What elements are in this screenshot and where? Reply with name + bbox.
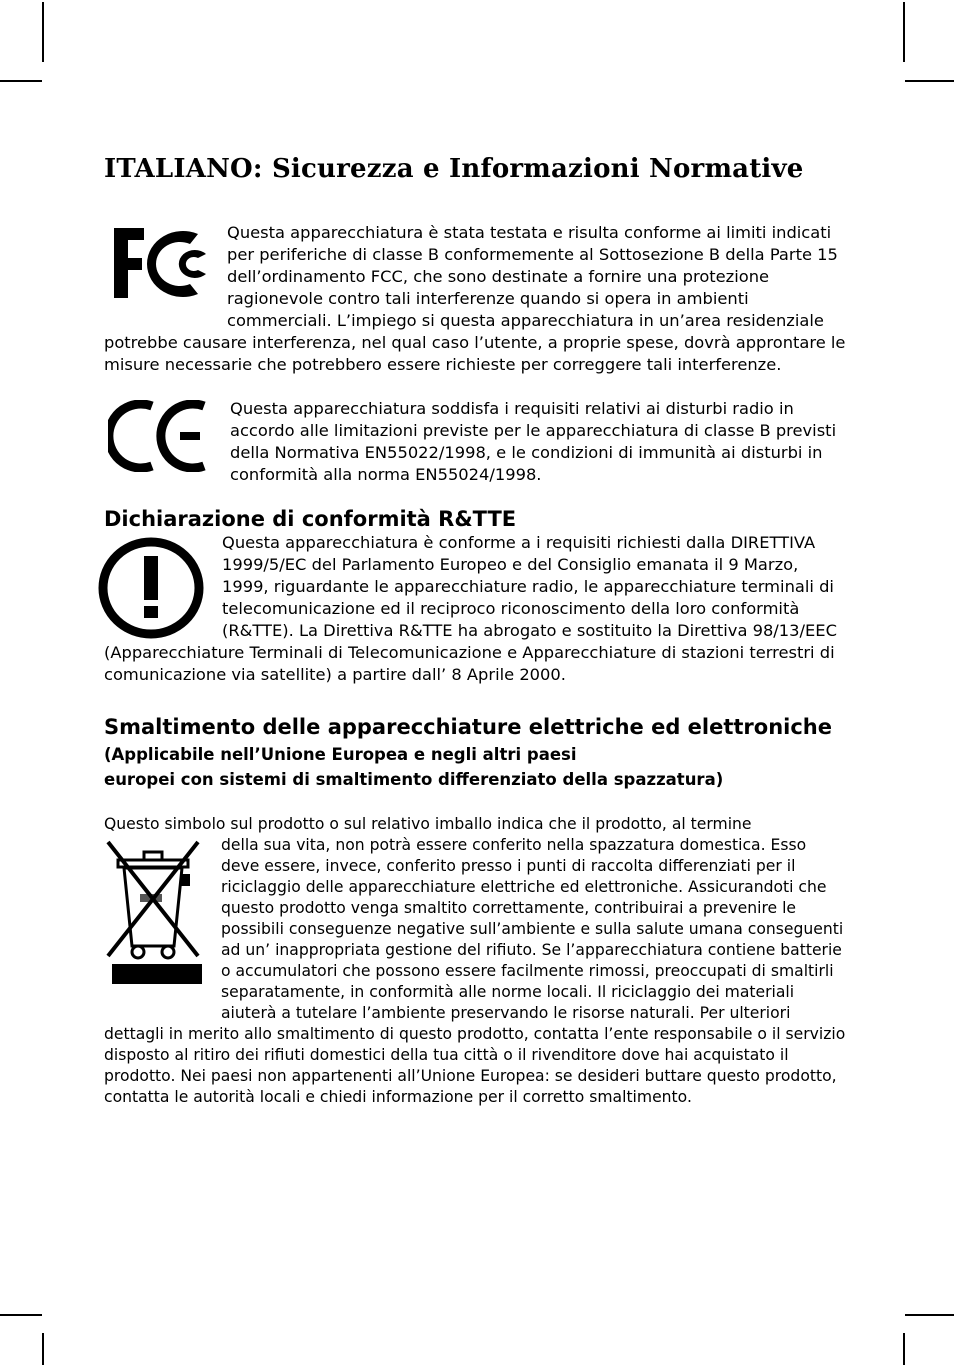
fcc-logo-icon — [104, 220, 227, 316]
rtte-section — [104, 506, 849, 686]
rtte-statement: Questa apparecchiatura è conforme a i requisiti richiesti dalla DIRETTIVA 1999/5/EC del Parlamento Europeo e del Consiglio emanata il 9 Marzo, 1999, riguardante le apparecchiature radio, le apparecchiature terminali di telecomunicazione ed il reciproco riconoscimento della loro conformità (R&TTE). La Direttiva R&TTE ha abrogato e sostituito la Direttiva 98/13/EEC (Apparecchiature Terminali di Telecomunicazione e Apparecchiature di stazioni terrestri di comunicazione via satellite) a partire dall’ 8 Aprile 2000. — [104, 533, 837, 684]
crop-mark — [903, 1333, 905, 1365]
ce-mark-icon — [104, 398, 230, 486]
crossed-bin-icon — [104, 835, 221, 1005]
ce-section — [104, 398, 849, 486]
crop-mark — [905, 1314, 954, 1316]
weee-heading-main: Smaltimento delle apparecchiature elettriche ed elettroniche — [104, 715, 832, 739]
rtte-heading: Dichiarazione di conformità R&TTE — [104, 507, 517, 531]
document-page — [104, 150, 849, 1108]
crop-mark — [42, 2, 44, 62]
weee-heading-note-b: europei con sistemi di smaltimento differenziato della spazzatura) — [104, 770, 724, 789]
crop-mark — [42, 1333, 44, 1365]
weee-statement: della sua vita, non potrà essere conferito nella spazzatura domestica. Esso deve essere, invece, conferito presso i punti di raccolta differenziati per il riciclaggio delle apparecchiature elettriche ed elettroniche. Assicurandoti che questo prodotto venga smaltito correttamente, contribuirai a prevenire le possibili conseguenze negative sull’ambiente e sulla salute umana conseguenti ad un’ inappropriata gestione del rifiuto. Se l’apparecchiatura contiene batterie o accumulatori che possono essere facilmente rimossi, preoccupati di smaltirli separatamente, in conformità alle norme locali. Il riciclaggio dei materiali aiuterà a tutelare l’ambiente preservando le risorse naturali. Per ulteriori dettagli in merito allo smaltimento di questo prodotto, contatta l’ente responsabile o il servizio disposto al ritiro dei rifiuti domestici della tua città o il rivenditore dove hai acquistato il prodotto. Nei paesi non appartenenti all’Unione Europea: se desideri buttare questo prodotto, contatta le autorità locali e chiedi informazione per il corretto smaltimento. — [104, 836, 846, 1106]
fcc-section — [104, 222, 849, 376]
crop-mark — [905, 80, 954, 82]
crop-mark — [903, 2, 905, 62]
ce-statement: Questa apparecchiatura soddisfa i requisiti relativi ai disturbi radio in accordo alle limitazioni previste per le apparecchiatura di classe B previsti della Normativa EN55022/1998, e le condizioni di immunità ai disturbi in conformità alla norma EN55024/1998. — [230, 399, 837, 484]
weee-heading-note-a: (Applicabile nell’Unione Europea e negli altri paesi — [104, 745, 577, 764]
crop-mark — [0, 1314, 42, 1316]
weee-heading — [104, 714, 849, 768]
weee-intro: Questo simbolo sul prodotto o sul relativo imballo indica che il prodotto, al termine — [104, 815, 752, 833]
fcc-statement: Questa apparecchiatura è stata testata e risulta conforme ai limiti indicati per periferiche di classe B conformemente al Sottosezione B della Parte 15 dell’ordinamento FCC, che sono destinate a fornire una protezione ragionevole contro tali interferenze quando si opera in ambienti commerciali. L’impiego si questa apparecchiatura in un’area residenziale potrebbe causare interferenza, nel qual caso l’utente, a proprie spese, dovrà approntare le misure necessarie che potrebbero essere richieste per correggere tali interferenze. — [104, 223, 846, 374]
weee-section — [104, 714, 849, 1108]
crop-mark — [0, 80, 42, 82]
alert-exclamation-icon — [104, 532, 222, 640]
page-title: ITALIANO: Sicurezza e Informazioni Normative — [104, 154, 804, 184]
